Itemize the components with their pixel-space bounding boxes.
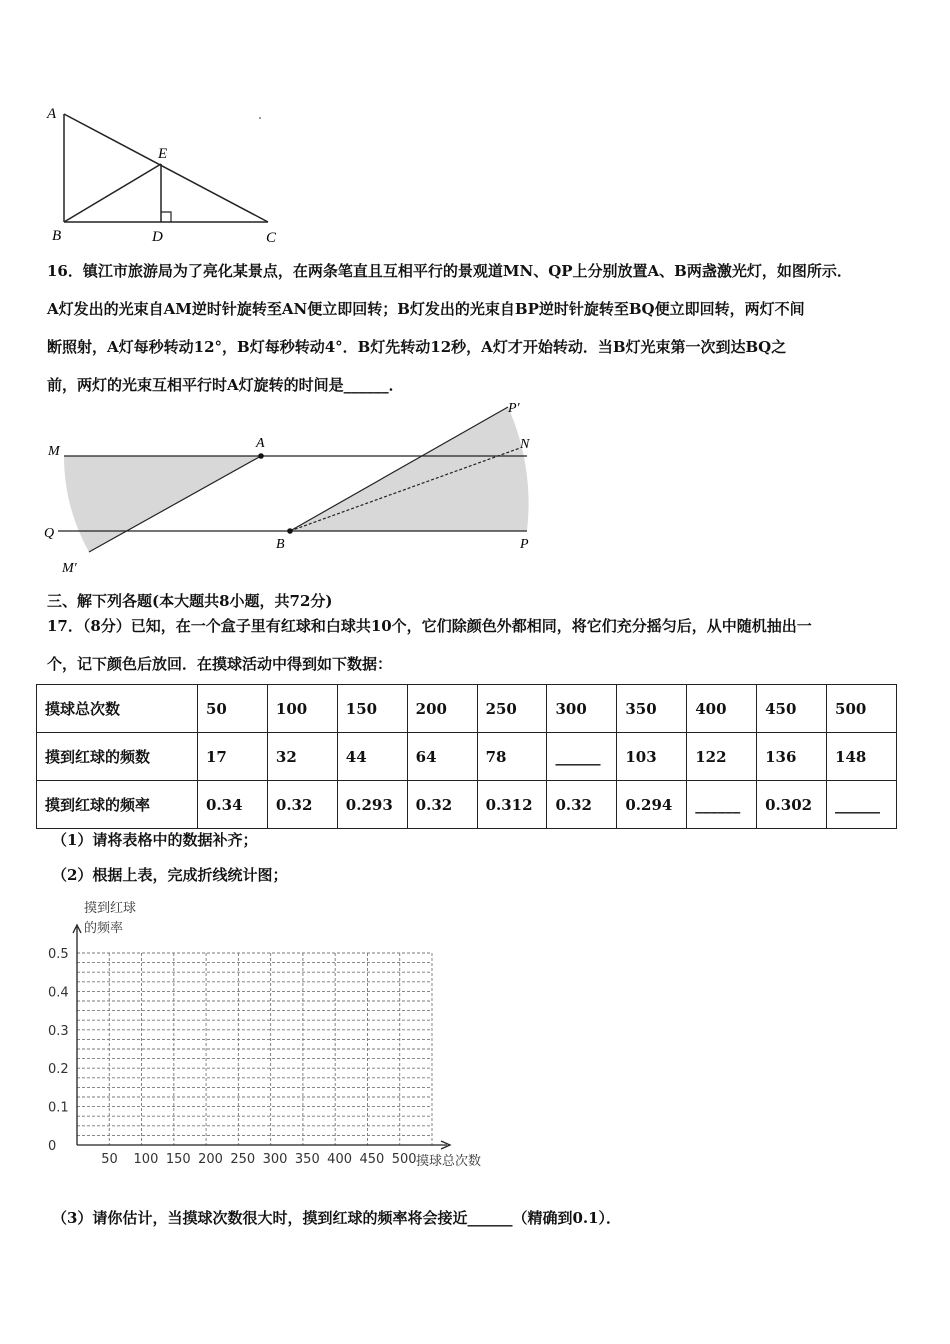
q16-line-4: 前，两灯的光束互相平行时A灯旋转的时间是______． xyxy=(47,376,404,394)
label-e: E xyxy=(158,146,168,162)
triangle-figure xyxy=(40,100,290,250)
label-p-prime: P′ xyxy=(508,401,520,416)
table-row-red-freqs xyxy=(37,781,897,829)
blank-line-chart xyxy=(40,895,510,1180)
table-cell: 0.32 xyxy=(547,781,617,829)
table-cell: 0.32 xyxy=(407,781,477,829)
table-cell: 0.294 xyxy=(617,781,687,829)
label-q: Q xyxy=(44,526,55,541)
table-cell: 50 xyxy=(198,685,268,733)
q17-part-1: （1）请将表格中的数据补齐； xyxy=(52,831,258,849)
table-cell: 103 xyxy=(617,733,687,781)
x-tick-label: 250 xyxy=(230,1152,256,1167)
row-header-red-freqs: 摸到红球的频率 xyxy=(37,781,198,829)
q16-line-3: 断照射，A灯每秒转动12°，B灯每秒转动4°．B灯先转动12秒，A灯才开始转动．当B灯光束第一次到达BQ之 xyxy=(47,338,787,356)
table-row-totals xyxy=(37,685,897,733)
y-tick-label: 0.2 xyxy=(48,1062,69,1078)
label-p: P xyxy=(520,537,529,552)
label-m-prime: M′ xyxy=(62,561,77,576)
row-header-red-counts: 摸到红球的频数 xyxy=(37,733,198,781)
table-cell: 64 xyxy=(407,733,477,781)
q16-line-2: A灯发出的光束自AM逆时针旋转至AN便立即回转；B灯发出的光束自BP逆时针旋转至BQ便立即回转，两灯不间 xyxy=(47,300,805,318)
table-cell: 0.34 xyxy=(198,781,268,829)
section-3-title: 三、解下列各题(本大题共8小题，共72分) xyxy=(47,592,333,610)
table-cell: 500 xyxy=(827,685,897,733)
table-cell: 122 xyxy=(687,733,757,781)
q17-part-3: （3）请你估计，当摸球次数很大时，摸到红球的频率将会接近______（精确到0.1）． xyxy=(52,1209,622,1227)
label-d: D xyxy=(152,229,163,245)
y-tick-label: 0.1 xyxy=(48,1100,69,1116)
table-cell: 100 xyxy=(267,685,337,733)
table-cell: 44 xyxy=(337,733,407,781)
x-tick-label: 300 xyxy=(262,1152,288,1167)
row-header-totals: 摸球总次数 xyxy=(37,685,198,733)
x-tick-label: 200 xyxy=(198,1152,223,1167)
x-tick-label: 450 xyxy=(359,1152,385,1167)
table-cell: 200 xyxy=(407,685,477,733)
x-tick-label: 100 xyxy=(133,1152,159,1167)
q17-part-2: （2）根据上表，完成折线统计图； xyxy=(52,866,288,884)
y-tick-label: 0.3 xyxy=(48,1023,69,1039)
q17-line-2: 个，记下颜色后放回．在摸球活动中得到如下数据： xyxy=(47,655,393,673)
label-c: C xyxy=(266,230,277,246)
table-cell: 250 xyxy=(477,685,547,733)
table-cell: 350 xyxy=(617,685,687,733)
table-cell-blank: ______ xyxy=(827,781,897,829)
label-lamp-a: A xyxy=(256,436,265,451)
x-axis-label: 摸球总次数 xyxy=(416,1154,482,1169)
label-b: B xyxy=(52,228,62,244)
data-table xyxy=(36,684,897,829)
x-tick-label: 350 xyxy=(294,1152,320,1167)
table-cell-blank: ______ xyxy=(687,781,757,829)
laser-figure xyxy=(30,398,550,578)
table-row-red-counts xyxy=(37,733,897,781)
table-cell: 0.32 xyxy=(267,781,337,829)
y-axis-label-line-2: 的频率 xyxy=(84,921,124,936)
table-cell: 0.293 xyxy=(337,781,407,829)
x-tick-label: 50 xyxy=(101,1152,118,1167)
y-axis-label-line-1: 摸到红球 xyxy=(84,901,137,916)
table-cell: 136 xyxy=(757,733,827,781)
table-cell: 0.312 xyxy=(477,781,547,829)
table-cell: 78 xyxy=(477,733,547,781)
x-tick-label: 400 xyxy=(327,1152,353,1167)
table-cell-blank: ______ xyxy=(547,733,617,781)
y-tick-label: 0.4 xyxy=(48,985,69,1001)
q17-line-1: 17．（8分）已知，在一个盒子里有红球和白球共10个，它们除颜色外都相同，将它们充分摇匀后，从中随机抽出一 xyxy=(47,617,812,635)
table-cell: 0.302 xyxy=(757,781,827,829)
x-tick-label: 150 xyxy=(165,1152,191,1167)
y-tick-label: 0.5 xyxy=(48,947,69,962)
label-lamp-b: B xyxy=(276,537,285,552)
table-cell: 17 xyxy=(198,733,268,781)
y-tick-label: 0 xyxy=(48,1139,57,1154)
table-cell: 32 xyxy=(267,733,337,781)
x-tick-label: 500 xyxy=(391,1152,417,1167)
table-cell: 450 xyxy=(757,685,827,733)
table-cell: 400 xyxy=(687,685,757,733)
label-n: N xyxy=(520,437,530,452)
table-cell: 148 xyxy=(827,733,897,781)
label-m: M xyxy=(48,444,60,459)
table-cell: 300 xyxy=(547,685,617,733)
table-cell: 150 xyxy=(337,685,407,733)
q16-line-1: 16．镇江市旅游局为了亮化某景点，在两条笔直且互相平行的景观道MN、QP上分别放置A、B两盏激光灯，如图所示． xyxy=(47,262,852,280)
label-a: A xyxy=(47,106,57,122)
